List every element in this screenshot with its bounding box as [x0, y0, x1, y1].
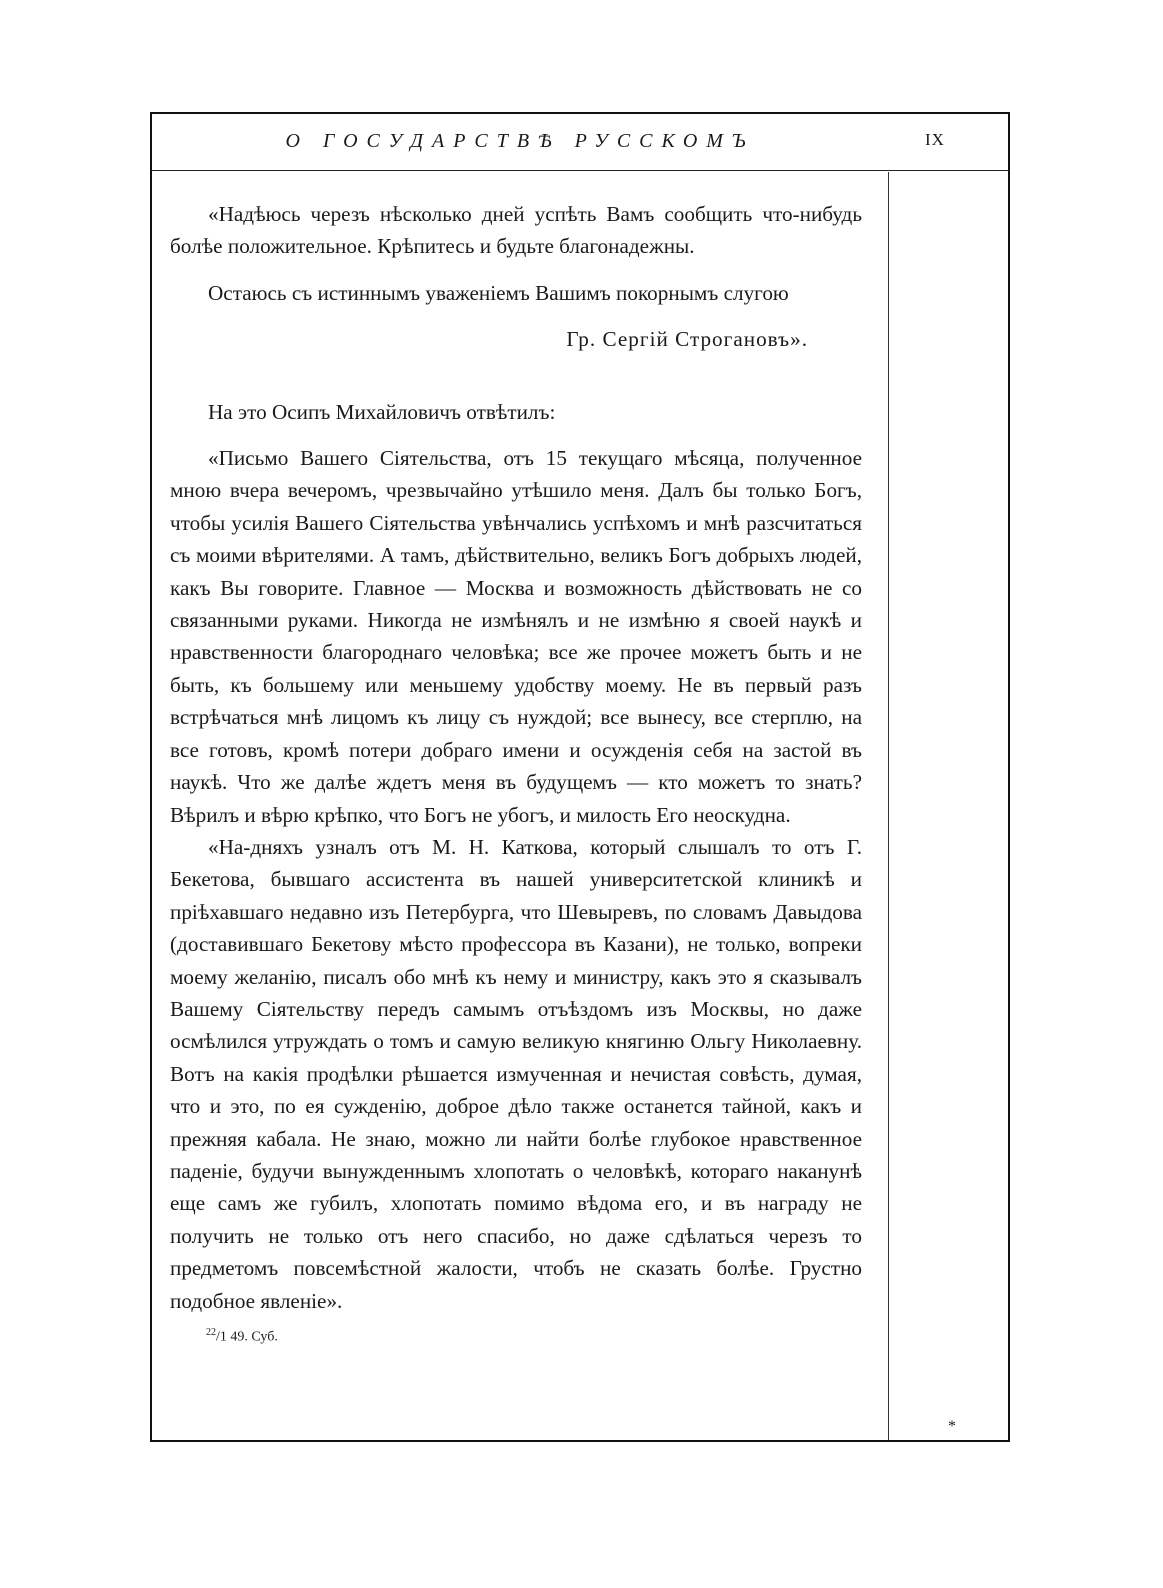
running-title: О ГОСУДАРСТВѢ РУССКОМЪ — [285, 130, 755, 152]
footer-mark: * — [948, 1418, 956, 1435]
page-number: IX — [925, 130, 945, 149]
letter-close-paragraph: «Надѣюсь черезъ нѣсколько дней успѣть Вамъ сообщить что-нибудь болѣе положительное. Крѣпитесь и будьте благонадежны. — [170, 202, 862, 259]
reply-intro: На это Осипъ Михайловичъ отвѣтилъ: — [208, 399, 556, 424]
margin-rule — [888, 172, 889, 1440]
date-day: 22 — [206, 1327, 216, 1338]
letter-signature: Гр. Сергій Строгановъ». — [566, 327, 808, 352]
date-rest: /1 49. Суб. — [216, 1329, 278, 1345]
page-body — [170, 198, 862, 1348]
reply-paragraph-1: «Письмо Вашего Сіятельства, отъ 15 текущаго мѣсяца, полученное мною вчера вечеромъ, чрезвычайно утѣшило меня. Далъ бы только Богъ, чтобы усилія Вашего Сіятельства увѣнчались успѣхомъ и мнѣ разсчитаться съ моими вѣрителями. А тамъ, дѣйствительно, великъ Богъ добрыхъ людей, какъ Вы говорите. Главное — Москва и возможность дѣйствовать не со связанными руками. Никогда не измѣнялъ и не измѣню я своей наукѣ и нравственности благороднаго человѣка; все же прочее можетъ быть и не быть, къ большему или меньшему удобству моему. Не въ первый разъ встрѣчаться мнѣ лицомъ къ лицу съ нуждой; все вынесу, все стерплю, на все готовъ, кромѣ потери добраго имени и осужденія себя на застой въ наукѣ. Что же далѣе ждетъ меня въ будущемъ — кто можетъ то знать? Вѣрилъ и вѣрю крѣпко, что Богъ не убогъ, и милость Его неоскудна. — [170, 446, 862, 827]
reply-paragraph-2: «На-дняхъ узналъ отъ М. Н. Каткова, который слышалъ то отъ Г. Бекетова, бывшаго ассистента въ нашей университетской клиникѣ и пріѣхавшаго недавно изъ Петербурга, что Шевыревъ, по словамъ Давыдова (доставившаго Бекетову мѣсто профессора въ Казани), не только, вопреки моему желанію, писалъ обо мнѣ къ нему и министру, какъ это я сказывалъ Вашему Сіятельству передъ самымъ отъѣздомъ изъ Москвы, но даже осмѣлился утруждать о томъ и самую великую княгиню Ольгу Николаевну. Вотъ на какія продѣлки рѣшается измученная и нечистая совѣсть, думая, что и это, по ея сужденію, доброе дѣло также останется тайной, какъ и прежняя кабала. Не знаю, можно ли найти болѣе глубокое нравственное паденіе, будучи вынужденнымъ хлопотать о человѣкѣ, котораго наканунѣ еще самъ же губилъ, хлопотать помимо вѣдома его, и въ награду не получить не только отъ него спасибо, но даже сдѣлаться черезъ то предметомъ повсемѣстной жалости, чтобъ не сказать болѣе. Грустно подобное явленіе». — [170, 834, 862, 1313]
header-rule — [150, 170, 1010, 171]
letter-closing-formula: Остаюсь съ истиннымъ уваженіемъ Вашимъ покорнымъ слугою — [208, 280, 789, 305]
letter-date — [170, 1323, 862, 1348]
